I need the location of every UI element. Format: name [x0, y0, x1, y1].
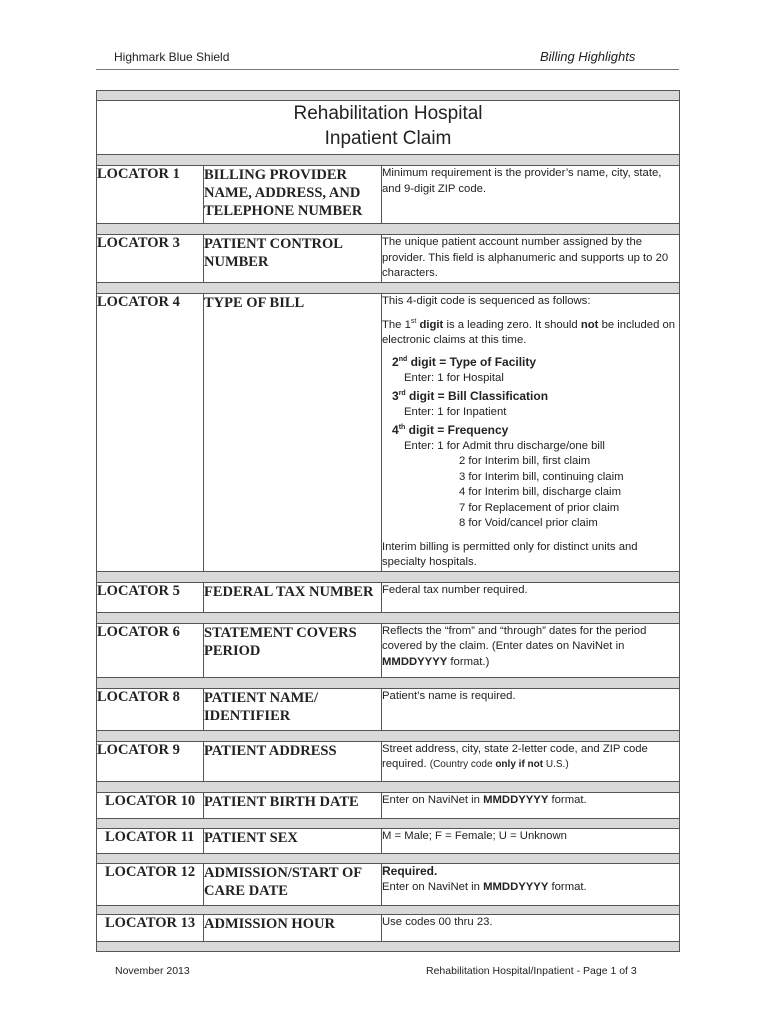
field-name-line: CARE DATE — [204, 882, 288, 899]
table-row-locator-10 — [97, 792, 680, 818]
locator-label: LOCATOR 6 — [97, 623, 204, 677]
table-row-locator-12 — [97, 863, 680, 905]
field-name — [204, 166, 382, 224]
field-description: Reflects the “from” and “through” dates for the period covered by the claim. (Enter dates on NaviNet in MMDDYYYY format.) — [382, 623, 680, 677]
spacer-row — [97, 155, 680, 166]
field-description: Federal tax number required. — [382, 582, 680, 612]
title-line-2: Inpatient Claim — [324, 128, 452, 149]
header-rule — [96, 69, 679, 70]
frequency-code: 8 for Void/cancel prior claim — [459, 517, 598, 530]
required-label: Required. — [382, 863, 438, 878]
page-title — [97, 101, 680, 155]
type-of-bill-intro: This 4-digit code is sequenced as follows: — [382, 295, 591, 307]
field-description: Street address, city, state 2-letter code, and ZIP code required. (Country code only if not U.S.) — [382, 741, 680, 781]
field-description: Patient’s name is required. — [382, 688, 680, 730]
interim-billing-note: Interim billing is permitted only for distinct units and specialty hospitals. — [382, 540, 638, 569]
table-row-locator-9 — [97, 741, 680, 781]
field-name — [204, 623, 382, 677]
field-name-line: PATIENT NAME/ — [204, 689, 318, 706]
field-description: Required. Enter on NaviNet in MMDDYYYY format. — [382, 863, 680, 905]
field-name-line: TELEPHONE NUMBER — [204, 203, 363, 219]
spacer-row — [97, 941, 680, 951]
frequency-code: 3 for Interim bill, continuing claim — [459, 470, 624, 483]
spacer-row — [97, 571, 680, 582]
field-name-line: NUMBER — [204, 254, 269, 270]
field-description: Enter on NaviNet in MMDDYYYY format. — [382, 792, 680, 818]
field-description: M = Male; F = Female; U = Unknown — [382, 828, 680, 853]
locator-label: LOCATOR 8 — [97, 688, 204, 730]
title-line-1: Rehabilitation Hospital — [293, 103, 483, 124]
locator-label: LOCATOR 9 — [97, 741, 204, 781]
spacer-row — [97, 730, 680, 741]
field-name: PATIENT ADDRESS — [204, 741, 382, 781]
field-name-line: PERIOD — [204, 642, 261, 659]
table-row-locator-6 — [97, 623, 680, 677]
spacer-row — [97, 818, 680, 828]
field-name — [204, 688, 382, 730]
spacer-row — [97, 853, 680, 863]
locator-label: LOCATOR 1 — [97, 166, 204, 224]
locator-label: LOCATOR 11 — [97, 828, 204, 853]
field-description — [382, 294, 680, 572]
field-name-line: ADMISSION/START OF — [204, 864, 363, 881]
field-name-line: BILLING PROVIDER — [204, 167, 348, 183]
locator-label: LOCATOR 4 — [97, 294, 204, 572]
table-row-locator-5 — [97, 582, 680, 612]
table-row-locator-4 — [97, 294, 680, 572]
spacer-row — [97, 905, 680, 914]
field-name-line: PATIENT CONTROL — [204, 236, 343, 252]
spacer-row — [97, 612, 680, 623]
fourth-digit-heading: 4th digit = Frequency — [392, 423, 509, 438]
table-row-locator-11 — [97, 828, 680, 853]
locator-label: LOCATOR 3 — [97, 235, 204, 283]
field-name: PATIENT BIRTH DATE — [204, 792, 382, 818]
footer-page: Rehabilitation Hospital/Inpatient - Page 1 of 3 — [426, 965, 637, 977]
field-name — [204, 863, 382, 905]
locator-label: LOCATOR 13 — [97, 914, 204, 941]
field-description: Minimum requirement is the provider’s name, city, state, and 9-digit ZIP code. — [382, 166, 680, 224]
field-description: The unique patient account number assigned by the provider. This field is alphanumeric and supports up to 20 characters. — [382, 235, 680, 283]
field-description: Use codes 00 thru 23. — [382, 914, 680, 941]
billing-table — [96, 90, 680, 952]
spacer-row — [97, 677, 680, 688]
second-digit-enter: Enter: 1 for Hospital — [404, 371, 504, 384]
field-name: PATIENT SEX — [204, 828, 382, 853]
field-name-line: STATEMENT COVERS — [204, 624, 357, 641]
locator-label: LOCATOR 5 — [97, 582, 204, 612]
table-row-locator-3 — [97, 235, 680, 283]
frequency-code: 4 for Interim bill, discharge claim — [459, 486, 621, 499]
table-row-locator-8 — [97, 688, 680, 730]
field-name-line: IDENTIFIER — [204, 707, 291, 724]
field-name: ADMISSION HOUR — [204, 914, 382, 941]
field-name-line: NAME, ADDRESS, AND — [204, 185, 361, 201]
table-row-locator-1 — [97, 166, 680, 224]
field-name: TYPE OF BILL — [204, 294, 382, 572]
spacer-row — [97, 91, 680, 101]
first-digit-note: The 1st digit is a leading zero. It should not be included on electronic claims at this time. — [382, 317, 676, 346]
spacer-row — [97, 781, 680, 792]
third-digit-heading: 3rd digit = Bill Classification — [392, 389, 549, 404]
spacer-row — [97, 224, 680, 235]
title-row — [97, 101, 680, 155]
spacer-row — [97, 283, 680, 294]
frequency-code: 7 for Replacement of prior claim — [459, 501, 620, 514]
locator-label: LOCATOR 10 — [97, 792, 204, 818]
field-name — [204, 235, 382, 283]
frequency-code: 2 for Interim bill, first claim — [459, 455, 591, 468]
field-name: FEDERAL TAX NUMBER — [204, 582, 382, 612]
second-digit-heading: 2nd digit = Type of Facility — [392, 355, 537, 370]
footer-date: November 2013 — [115, 965, 190, 977]
header-org: Highmark Blue Shield — [114, 50, 230, 64]
fourth-digit-enter: Enter: 1 for Admit thru discharge/one bill — [404, 439, 605, 452]
third-digit-enter: Enter: 1 for Inpatient — [404, 405, 507, 418]
locator-label: LOCATOR 12 — [97, 863, 204, 905]
table-row-locator-13 — [97, 914, 680, 941]
header-section: Billing Highlights — [540, 49, 636, 64]
